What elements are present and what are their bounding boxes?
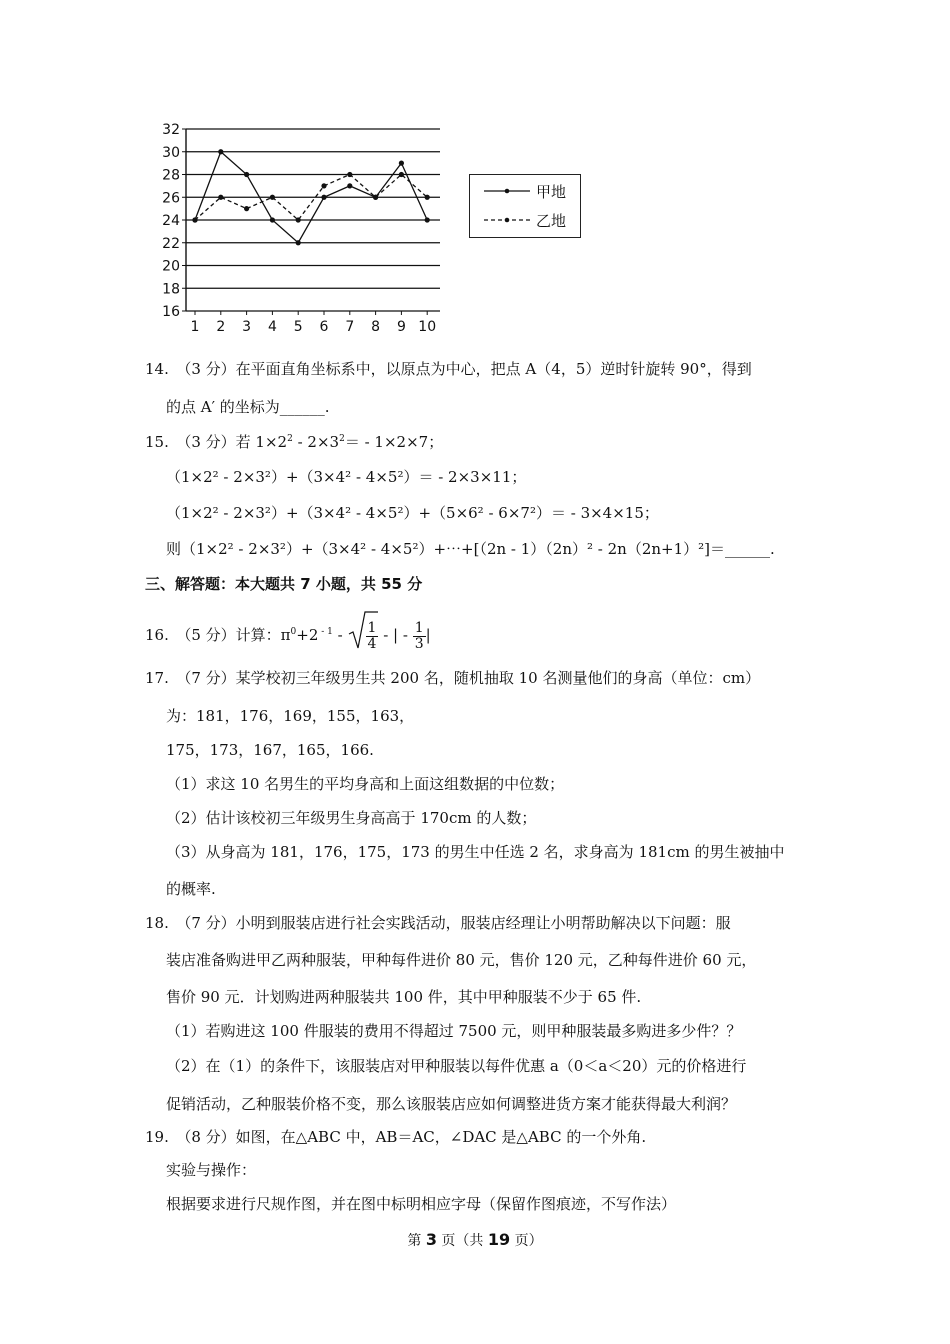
x-tick-label: 2 xyxy=(216,319,226,335)
data-point-jia xyxy=(244,172,249,177)
y-tick-label: 30 xyxy=(162,144,180,161)
section-3-heading: 三、解答题：本大题共 7 小题，共 55 分 xyxy=(145,575,423,593)
q17-line-3: 175，173，167，165，166. xyxy=(166,741,374,759)
data-point-jia xyxy=(425,217,430,222)
y-tick-label: 32 xyxy=(162,122,180,138)
data-point-jia xyxy=(296,240,301,245)
data-point-yi xyxy=(192,217,197,222)
data-point-jia xyxy=(270,217,275,222)
q18-line-3: 售价 90 元．计划购进两种服装共 100 件，其中甲种服装不少于 65 件. xyxy=(166,988,642,1006)
x-tick-label: 8 xyxy=(371,319,381,335)
q19-line-3: 根据要求进行尺规作图，并在图中标明相应字母（保留作图痕迹，不写作法） xyxy=(166,1195,677,1213)
q16-exp0: 0 xyxy=(290,627,297,637)
q15-line-3: （1×2² - 2×3²）+（3×4² - 4×5²）+（5×6² - 6×7²）＝ - 3×4×15； xyxy=(166,504,659,522)
x-tick-label: 7 xyxy=(345,319,355,335)
data-point-jia xyxy=(218,149,223,154)
q16-prefix: 16. （5 分）计算：π xyxy=(145,626,291,644)
data-point-yi xyxy=(425,195,430,200)
q19-line-2: 实验与操作： xyxy=(166,1161,257,1179)
q16-frac-1: $\frac{1}{4}$ xyxy=(367,619,377,652)
q15-l1-a: 15. （3 分）若 1×2 xyxy=(145,433,288,451)
q17-line-5: （2）估计该校初三年级男生身高高于 170cm 的人数； xyxy=(166,809,537,827)
q18-line-2: 装店准备购进甲乙两种服装，甲种每件进价 80 元，售价 120 元，乙种每件进价 60 元， xyxy=(166,951,757,969)
legend-dashed-line-icon xyxy=(482,214,532,226)
y-tick-label: 26 xyxy=(162,190,180,207)
x-axis-ticks xyxy=(191,311,437,335)
q16-bar: | xyxy=(425,626,431,644)
y-tick-label: 24 xyxy=(162,213,180,229)
q16-frac-2: $\frac{1}{3}$ xyxy=(414,619,424,652)
data-point-yi xyxy=(399,172,404,177)
x-tick-label: 9 xyxy=(396,319,406,335)
q17-line-2: 为：181，176，169，155，163， xyxy=(166,707,415,725)
q16-abs: - | - xyxy=(378,626,413,644)
data-point-yi xyxy=(296,217,301,222)
q15-line-4: 则（1×2² - 2×3²）+（3×4² - 4×5²）+⋯+[（2n - 1）（2n）² - 2n（2n+1）²]＝______. xyxy=(166,540,775,558)
legend-label-jia: 甲地 xyxy=(536,183,567,201)
q18-line-4: （1）若购进这 100 件服装的费用不得超过 7500 元，则甲种服装最多购进多少件？？ xyxy=(166,1022,742,1040)
data-point-yi xyxy=(347,172,352,177)
q15-l1-b: - 2×3 xyxy=(292,433,340,451)
data-point-yi xyxy=(321,183,326,188)
data-point-yi xyxy=(373,195,378,200)
q15-l1-c: ＝ - 1×2×7； xyxy=(344,433,444,451)
x-tick-label: 10 xyxy=(418,319,437,335)
q17-line-4: （1）求这 10 名男生的平均身高和上面这组数据的中位数； xyxy=(166,775,565,793)
q15-line-1: 15. （3 分）若 $1\times 2^2 - 2\times 3^2= - 1\times 2\times 7$； xyxy=(145,433,444,451)
page-number: 3 xyxy=(425,1230,437,1249)
q17-line-6: （3）从身高为 181，176，175，173 的男生中任选 2 名，求身高为 181cm 的男生被抽中 xyxy=(166,843,785,861)
q18-line-5: （2）在（1）的条件下，该服装店对甲种服装以每件优惠 a（0＜a＜20）元的价格进行 xyxy=(166,1057,747,1075)
q14-line-1: 14. （3 分）在平面直角坐标系中，以原点为中心，把点 A（4，5）逆时针旋转 90°，得到 xyxy=(145,360,752,378)
data-point-jia xyxy=(399,161,404,166)
q15-line-2: （1×2² - 2×3²）+（3×4² - 4×5²）＝ - 2×3×11； xyxy=(166,468,527,486)
chart-legend xyxy=(469,174,581,238)
y-tick-label: 16 xyxy=(162,304,180,320)
x-tick-label: 3 xyxy=(242,319,252,335)
y-tick-label: 18 xyxy=(162,281,180,298)
data-point-yi xyxy=(218,195,223,200)
data-point-yi xyxy=(244,206,249,211)
data-point-jia xyxy=(321,195,326,200)
q14-line-2: 的点 A′ 的坐标为______. xyxy=(166,398,330,416)
x-tick-label: 6 xyxy=(319,319,329,335)
q16-mid: +2 xyxy=(296,626,319,644)
page-footer: 第 3 页（共 19 页） xyxy=(407,1230,543,1249)
q16-line xyxy=(145,610,431,662)
x-tick-label: 4 xyxy=(267,319,277,335)
q17-line-7: 的概率. xyxy=(166,880,216,898)
q18-line-6: 促销活动，乙种服装价格不变，那么该服装店应如何调整进货方案才能获得最大利润？ xyxy=(166,1095,737,1113)
y-tick-label: 22 xyxy=(162,235,180,252)
q17-line-1: 17. （7 分）某学校初三年级男生共 200 名，随机抽取 10 名测量他们的身高（单位：cm） xyxy=(145,669,761,687)
legend-solid-line-icon xyxy=(482,185,532,197)
page-total: 19 xyxy=(487,1230,511,1249)
q18-line-1: 18. （7 分）小明到服装店进行社会实践活动，服装店经理让小明帮助解决以下问题：服 xyxy=(145,914,731,932)
q16-exp1: - 1 xyxy=(318,627,333,637)
data-point-jia xyxy=(347,183,352,188)
y-tick-label: 28 xyxy=(162,167,180,184)
data-point-yi xyxy=(270,195,275,200)
legend-label-yi: 乙地 xyxy=(536,212,567,230)
y-axis-ticks xyxy=(162,122,180,320)
line-chart xyxy=(150,118,450,338)
q19-line-1: 19. （8 分）如图，在△ABC 中，AB＝AC，∠DAC 是△ABC 的一个外角. xyxy=(145,1128,647,1146)
x-tick-label: 5 xyxy=(293,319,303,335)
x-tick-label: 1 xyxy=(190,319,200,335)
y-tick-label: 20 xyxy=(162,258,180,275)
q16-minus: - xyxy=(332,626,348,644)
